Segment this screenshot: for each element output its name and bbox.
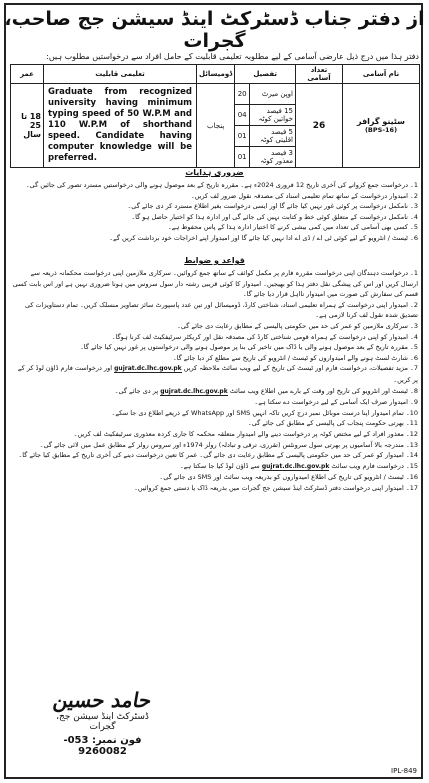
col-count: تعداد آسامی [296,65,343,84]
table-header-row [11,65,420,84]
signatory-designation: ڈسٹرکٹ اینڈ سیشن جج، گجرات [56,712,149,732]
quota-label: اوپن میرٹ [250,84,296,105]
posts-table [10,64,420,168]
qualification-cell: Graduate from recognized university having minimum typing speed of 50 W.P.M and 110 W.P.M of shorthand speed. Candidate having computer knowledge will be preferred. [44,84,197,168]
quota-label: 5 فیصد اقلیتی کوٹہ [250,126,296,147]
list-item: 7۔ مزید تفصیلات، درخواست فارم اور ٹیسٹ کی تاریخ کے لیے ویب سائٹ ملاحظہ کریں gujrat.dc.lhc.gov.pk اور درخواست فارم ڈاؤن لوڈ کر کے پر کریں۔ [17,364,418,384]
phone-number: فون نمبر: 053-9260082 [63,735,142,757]
list-item: 4۔ امیدوار کو اپنی درخواست کے ہمراہ قومی شناختی کارڈ کی مصدقہ نقل اور کریکٹر سرٹیفکیٹ لف کرنا ہوگا۔ [111,332,418,341]
table-row [11,84,420,105]
ipl-reference: IPL-849 [391,767,417,775]
list-item: 13۔ مندرجہ بالا آسامیوں پر بھرتی سول سرونٹس (تقرری، ترقی و تبادلہ) رولز 1974ء اور سروس رولز کے مطابق عمل میں لائی جائے گی۔ [39,440,418,449]
list-item: 2۔ امیدوار اپنی درخواست کے ہمراہ تعلیمی اسناد، شناختی کارڈ، ڈومیسائل اور تین عدد پاسپورٹ سائز تصاویر منسلک کریں۔ تمام دستاویزات کی تصدیق شدہ نقول لف کرنا لازمی ہے۔ [24,300,418,320]
col-age: عمر [11,65,44,84]
list-item: 6۔ شارٹ لسٹ ہونے والے امیدواروں کو ٹیسٹ / انٹرویو کی تاریخ سے مطلع کر دیا جائے گا۔ [172,353,418,362]
signatory-name: حامد حسین [51,688,154,712]
count-cell: 26 [296,84,343,168]
website-link[interactable]: gujrat.dc.lhc.gov.pk [160,387,228,395]
col-quota: تفصیل [235,65,296,84]
quota-label: 3 فیصد معذور کوٹہ [250,147,296,168]
quota-label: 15 فیصد خواتین کوٹہ [250,105,296,126]
age-cell: 18 تا 25 سال [11,84,44,168]
col-post: نام آسامی [343,65,420,84]
list-item: 3۔ نامکمل درخواست پر کوئی غور نہیں کیا جائے گا اور ایسی درخواست بغیر اطلاع مسترد کر دی جائے گی۔ [127,202,418,211]
rules-list [12,268,418,493]
quota-value: 20 [235,84,250,105]
signature-block [50,688,155,768]
list-item: 14۔ امیدوار کو عمر کی حد میں حکومتی پالیسی کے مطابق رعایت دی جائے گی۔ عمر کا تعین درخواست دینے کی آخری تاریخ کے مطابق کیا جائے گا۔ [18,451,418,460]
quota-value: 01 [235,147,250,168]
post-name: سٹینو گرافر [356,117,406,126]
post-scale: (BPS-16) [364,126,398,134]
col-domicile: ڈومیسائل [197,65,235,84]
list-item: 2۔ امیدوار درخواست کے ساتھ تمام تعلیمی اسناد کی مصدقہ نقول ضرور لف کریں۔ [190,191,418,200]
list-item: 5۔ مقررہ تاریخ کے بعد موصول ہونے والی یا ڈاک میں تاخیر کی بنا پر موصول ہونے والی درخواستوں پر غور نہیں کیا جائے گا۔ [80,343,418,352]
list-item: 11۔ بھرتی حکومت پنجاب کی پالیسی کے مطابق کی جائے گی۔ [247,419,418,428]
essential-list [12,180,418,244]
list-item: 15۔ درخواست فارم ویب سائٹ gujrat.dc.lhc.gov.pk سے ڈاؤن لوڈ کیا جا سکتا ہے۔ [179,461,418,470]
list-item: 10۔ تمام امیدوار اپنا درست موبائل نمبر درج کریں تاکہ انہیں SMS اور WhatsApp کے ذریعے اطلاع دی جا سکے۔ [111,408,418,417]
list-item: 17۔ امیدوار اپنی درخواست دفتر ڈسٹرکٹ اینڈ سیشن جج گجرات میں بذریعہ ڈاک یا دستی جمع کروائیں۔ [134,483,418,492]
essential-heading: ضروری ہدایات [185,168,244,177]
website-link[interactable]: gujrat.dc.lhc.gov.pk [114,365,182,373]
list-item: 1۔ درخواست دہندگان اپنی درخواست مقررہ فارم پر مکمل کوائف کے ساتھ جمع کروائیں۔ سرکاری ملازمین اپنی درخواست محکمانہ ذریعہ سے ارسال کریں اور اس کی پیشگی نقل دفتر ہذا کو بھیجیں۔ امیدوار کا کوئی قریبی رشتہ دار سول سروس میں ہونا ضروری نہیں ہے اور اس بابت کسی قسم کی سفارش کی صورت میں امیدوار نااہل قرار دیا جائے گا۔ [12,269,418,299]
list-item: 8۔ ٹیسٹ اور انٹرویو کی تاریخ اور وقت کے بارے میں اطلاع ویب سائٹ gujrat.dc.lhc.gov.pk پر دی جائے گی۔ [114,386,418,395]
notice-intro: دفتر ہذا میں درج ذیل عارضی آسامی کے لیے مطلوبہ تعلیمی قابلیت کے حامل افراد سے درخواستیں مطلوب ہیں: [46,52,419,61]
list-item: 4۔ نامکمل درخواست کے متعلق کوئی خط و کتابت نہیں کی جائے گی اور ادارہ ہذا کو اختیار حاصل ہو گا۔ [131,212,418,221]
list-item: 16۔ ٹیسٹ / انٹرویو کی تاریخ کی اطلاع امیدواروں کو بذریعہ ویب سائٹ اور SMS دی جائے گی۔ [159,473,418,482]
list-item: 6۔ ٹیسٹ / انٹرویو کے لیے کوئی ٹی اے / ڈی اے ادا نہیں کیا جائے گا اور امیدوار اپنے اخراجات خود برداشت کریں گے۔ [109,233,418,242]
col-qualification: تعلیمی قابلیت [44,65,197,84]
post-cell [343,84,420,168]
website-link[interactable]: gujrat.dc.lhc.gov.pk [261,462,330,470]
list-item: 9۔ امیدوار صرف ایک آسامی کے لیے درخواست دے سکتا ہے۔ [254,398,418,407]
rules-heading: قواعد و ضوابط [184,256,245,265]
quota-value: 04 [235,105,250,126]
list-item: 5۔ کسی بھی آسامی کی تعداد میں کمی بیشی کرنے کا اختیار ادارہ ہذا کے پاس محفوظ ہے۔ [167,223,418,232]
list-item: 3۔ سرکاری ملازمین کو عمر کی حد میں حکومتی پالیسی کے مطابق رعایت دی جائے گی۔ [177,321,418,330]
list-item: 1۔ درخواست جمع کروانے کی آخری تاریخ 12 فروری 2024ء ہے۔ مقررہ تاریخ کے بعد موصول ہونے والی درخواستیں مسترد تصور کی جائیں گی۔ [25,181,418,189]
list-item: 12۔ معذور افراد کے لیے مختص کوٹہ پر درخواست دینے والے امیدوار متعلقہ محکمہ کا جاری کردہ معذوری سرٹیفکیٹ لف کریں۔ [73,429,418,438]
domicile-cell: پنجاب [197,84,235,168]
quota-value: 01 [235,126,250,147]
notice-title: از دفتر جناب ڈسٹرکٹ اینڈ سیشن جج صاحب، گجرات [4,8,425,52]
